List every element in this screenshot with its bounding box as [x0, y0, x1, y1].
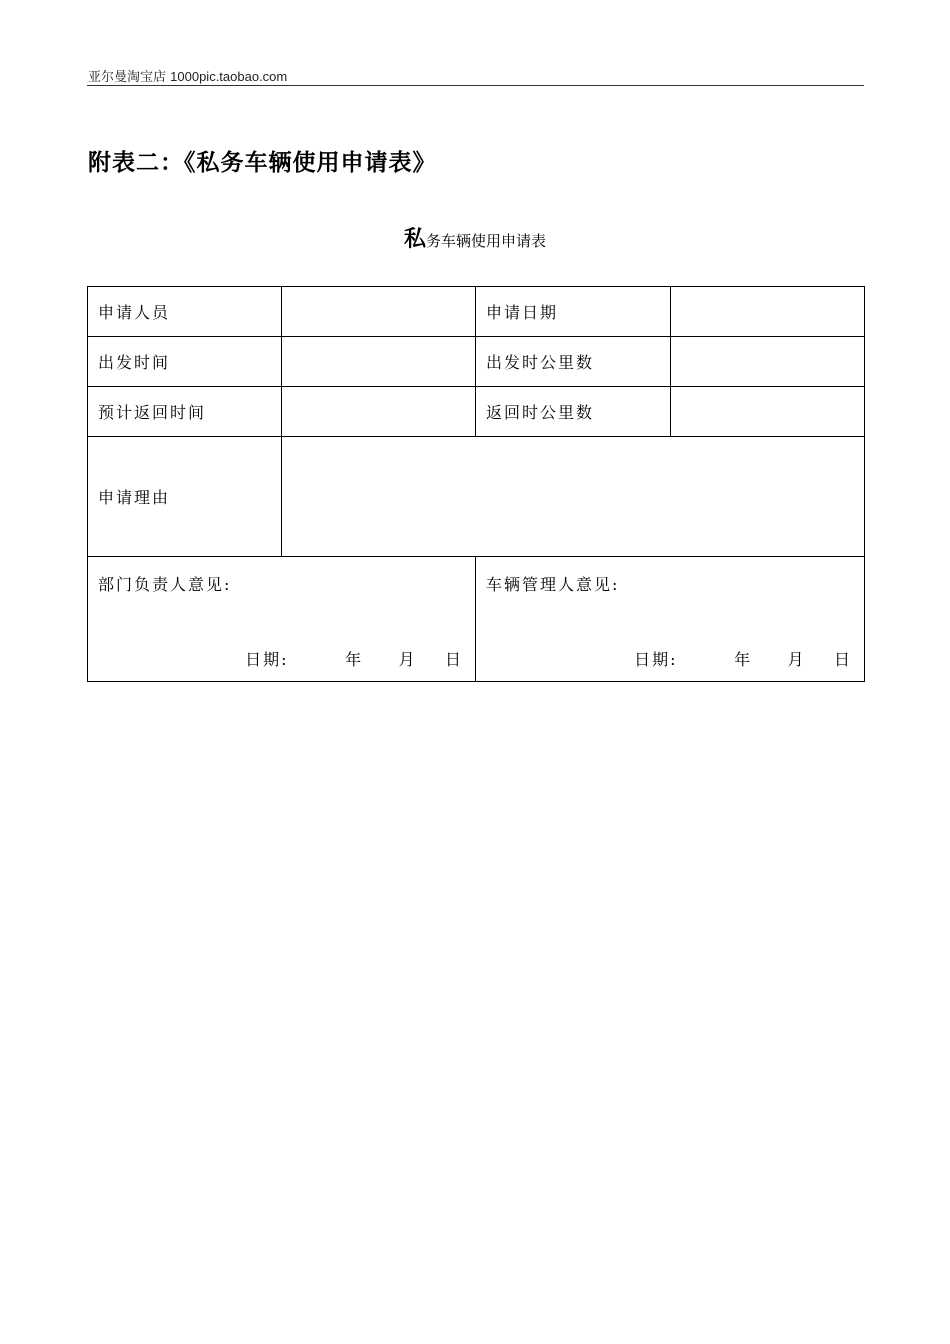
- form-row-departure: [88, 337, 865, 387]
- applicant-field[interactable]: [282, 287, 476, 337]
- vehicle-manager-opinion-cell[interactable]: [476, 557, 865, 682]
- dept-opinion-cell[interactable]: [88, 557, 476, 682]
- departure-time-label: 出发时间: [88, 337, 282, 387]
- form-row-reason: [88, 437, 865, 557]
- departure-time-field[interactable]: [282, 337, 476, 387]
- return-time-field[interactable]: [282, 387, 476, 437]
- form-title-first-char: 私: [403, 226, 426, 252]
- vehicle-manager-opinion-label: 车辆管理人意见:: [486, 575, 620, 594]
- form-row-applicant: [88, 287, 865, 337]
- form-title: [0, 222, 950, 253]
- dept-opinion-date: [245, 647, 463, 670]
- return-mileage-label: 返回时公里数: [476, 387, 671, 437]
- header-shop-name: 亚尔曼淘宝店: [88, 70, 167, 85]
- day-label: 日: [444, 650, 463, 669]
- document-heading: 附表二：《私务车辆使用申请表》: [88, 150, 437, 176]
- month-label: 月: [398, 650, 417, 669]
- apply-date-field[interactable]: [671, 287, 865, 337]
- year-label: 年: [734, 650, 753, 669]
- day-label: 日: [833, 650, 852, 669]
- header-divider: [87, 85, 864, 86]
- date-label: 日期:: [245, 650, 289, 669]
- form-row-opinions: [88, 557, 865, 682]
- return-mileage-field[interactable]: [671, 387, 865, 437]
- return-time-label: 预计返回时间: [88, 387, 282, 437]
- apply-date-label: 申请日期: [476, 287, 671, 337]
- page-header: [88, 66, 287, 85]
- reason-field[interactable]: [282, 437, 865, 557]
- application-form-table: [87, 286, 865, 682]
- form-row-return: [88, 387, 865, 437]
- reason-label: 申请理由: [88, 437, 282, 557]
- header-shop-url: 1000pic.taobao.com: [170, 69, 288, 84]
- date-label: 日期:: [634, 650, 678, 669]
- form-title-rest: 务车辆使用申请表: [426, 232, 547, 250]
- vehicle-manager-opinion-date: [634, 647, 852, 670]
- departure-mileage-label: 出发时公里数: [476, 337, 671, 387]
- dept-opinion-label: 部门负责人意见:: [98, 575, 232, 594]
- applicant-label: 申请人员: [88, 287, 282, 337]
- year-label: 年: [345, 650, 364, 669]
- month-label: 月: [787, 650, 806, 669]
- departure-mileage-field[interactable]: [671, 337, 865, 387]
